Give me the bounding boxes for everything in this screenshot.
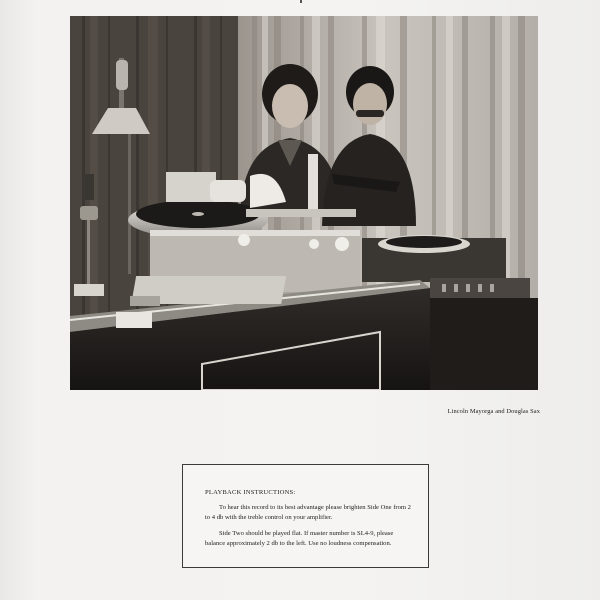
top-edge-mark	[300, 0, 302, 3]
playback-instructions-box	[182, 464, 429, 568]
photograph-icon	[70, 16, 538, 390]
studio-photograph	[70, 16, 538, 390]
instructions-paragraph-side-one: To hear this record to its best advantage please brighten Side One from 2 to 4 db with the treble control on your amplifier.	[205, 504, 411, 521]
instructions-paragraph-side-two: Side Two should be played flat. If master number is SL4-9, please balance approximately 2 db to the left. Use no loudness compensation.	[205, 530, 394, 547]
photo-caption: Lincoln Mayorga and Douglas Sax	[447, 408, 540, 415]
instructions-title: PLAYBACK INSTRUCTIONS:	[205, 489, 296, 496]
